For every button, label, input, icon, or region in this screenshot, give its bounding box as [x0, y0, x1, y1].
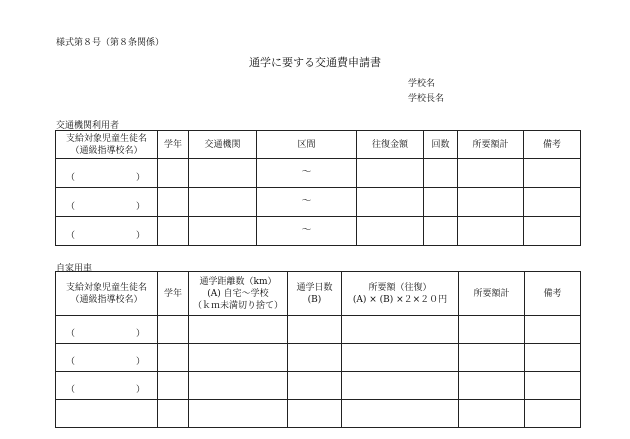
principal-name-label: 学校長名	[408, 94, 445, 104]
header-cost-line2: (A) × (B) ×２×２０円	[352, 294, 448, 305]
student-name-cell[interactable]	[56, 344, 158, 372]
paren-close: ）	[135, 329, 145, 339]
required-amount-cell[interactable]	[458, 188, 524, 217]
remarks-cell[interactable]	[524, 217, 581, 246]
header-student-name-line2: （通級指導校名）	[70, 145, 143, 156]
header-student-name	[56, 272, 158, 316]
cost-cell[interactable]	[342, 400, 459, 428]
student-name-cell[interactable]	[56, 188, 158, 217]
grade-cell[interactable]	[158, 316, 189, 344]
days-cell[interactable]	[288, 372, 342, 400]
times-cell[interactable]	[424, 159, 458, 188]
table-row	[56, 217, 581, 246]
remarks-cell[interactable]	[524, 159, 581, 188]
grade-cell[interactable]	[158, 344, 189, 372]
days-cell[interactable]	[288, 400, 342, 428]
distance-cell[interactable]	[189, 400, 288, 428]
times-cell[interactable]	[424, 217, 458, 246]
student-name-cell[interactable]	[56, 372, 158, 400]
route-cell[interactable]	[257, 188, 357, 217]
distance-cell[interactable]	[189, 344, 288, 372]
route-tilde: ～	[301, 225, 312, 236]
header-cost-line1: 所要額（往復）	[368, 282, 432, 293]
table-row	[56, 188, 581, 217]
header-distance-line1: 通学距離数（km）	[199, 276, 277, 287]
header-round-trip: 往復金額	[357, 131, 424, 159]
cost-cell[interactable]	[342, 372, 459, 400]
header-grade: 学年	[158, 131, 189, 159]
student-name-cell[interactable]	[56, 159, 158, 188]
required-amount-cell[interactable]	[459, 316, 525, 344]
remarks-cell[interactable]	[525, 372, 581, 400]
header-student-name-line1: 支給対象児童生徒名	[65, 282, 147, 293]
form-number: 様式第８号（第８条関係）	[56, 38, 165, 48]
transport-cell[interactable]	[189, 159, 257, 188]
route-tilde: ～	[301, 167, 312, 178]
distance-cell[interactable]	[189, 372, 288, 400]
paren-open: （	[66, 357, 76, 367]
header-distance	[189, 272, 288, 316]
paren-open: （	[66, 329, 76, 339]
table-row	[56, 316, 581, 344]
paren-close: ）	[135, 357, 145, 367]
grade-cell[interactable]	[158, 159, 189, 188]
required-amount-cell[interactable]	[459, 400, 525, 428]
header-distance-line2: (A) 自宅～学校	[207, 288, 269, 299]
header-times: 回数	[424, 131, 458, 159]
paren-open: （	[66, 202, 76, 212]
cost-cell[interactable]	[342, 344, 459, 372]
document-title: 通学に要する交通費申請書	[249, 56, 381, 69]
remarks-cell[interactable]	[525, 400, 581, 428]
student-name-cell[interactable]	[56, 400, 158, 428]
remarks-cell[interactable]	[525, 316, 581, 344]
header-student-name-line1: 支給対象児童生徒名	[65, 133, 147, 144]
header-remarks: 備考	[525, 272, 581, 316]
route-cell[interactable]	[257, 217, 357, 246]
public-transport-table	[55, 130, 581, 246]
grade-cell[interactable]	[158, 188, 189, 217]
required-amount-cell[interactable]	[458, 159, 524, 188]
header-days	[288, 272, 342, 316]
grade-cell[interactable]	[158, 217, 189, 246]
table-header-row	[56, 131, 581, 159]
header-required-amount: 所要額計	[458, 131, 524, 159]
table-row	[56, 159, 581, 188]
header-required-amount: 所要額計	[459, 272, 525, 316]
round-trip-cell[interactable]	[357, 188, 424, 217]
header-days-line2: (B)	[307, 294, 322, 305]
round-trip-cell[interactable]	[357, 217, 424, 246]
header-distance-line3: （ｋｍ未満切り捨て）	[192, 300, 283, 311]
student-name-cell[interactable]	[56, 217, 158, 246]
required-amount-cell[interactable]	[458, 217, 524, 246]
header-grade: 学年	[158, 272, 189, 316]
days-cell[interactable]	[288, 316, 342, 344]
distance-cell[interactable]	[189, 316, 288, 344]
header-student-name-line2: （通級指導校名）	[70, 294, 143, 305]
header-remarks: 備考	[524, 131, 581, 159]
table-row	[56, 372, 581, 400]
required-amount-cell[interactable]	[459, 344, 525, 372]
route-cell[interactable]	[257, 159, 357, 188]
paren-open: （	[66, 385, 76, 395]
private-car-section-heading: 自家用車	[56, 264, 93, 274]
paren-close: ）	[135, 385, 145, 395]
school-name-label: 学校名	[408, 79, 436, 89]
grade-cell[interactable]	[158, 372, 189, 400]
round-trip-cell[interactable]	[357, 159, 424, 188]
student-name-cell[interactable]	[56, 316, 158, 344]
public-transport-section-heading: 交通機関利用者	[56, 121, 120, 131]
table-header-row	[56, 272, 581, 316]
header-days-line1: 通学日数	[296, 282, 333, 293]
table-row	[56, 400, 581, 428]
required-amount-cell[interactable]	[459, 372, 525, 400]
paren-open: （	[66, 231, 76, 241]
header-route: 区間	[257, 131, 357, 159]
paren-open: （	[66, 173, 76, 183]
remarks-cell[interactable]	[524, 188, 581, 217]
times-cell[interactable]	[424, 188, 458, 217]
paren-close: ）	[135, 202, 145, 212]
header-student-name	[56, 131, 158, 159]
paren-close: ）	[135, 173, 145, 183]
days-cell[interactable]	[288, 344, 342, 372]
grade-cell[interactable]	[158, 400, 189, 428]
paren-close: ）	[135, 231, 145, 241]
route-tilde: ～	[301, 196, 312, 207]
table-row	[56, 344, 581, 372]
header-cost	[342, 272, 459, 316]
transport-cell[interactable]	[189, 217, 257, 246]
header-transport: 交通機関	[189, 131, 257, 159]
cost-cell[interactable]	[342, 316, 459, 344]
remarks-cell[interactable]	[525, 344, 581, 372]
private-car-table	[55, 271, 581, 428]
transport-cell[interactable]	[189, 188, 257, 217]
